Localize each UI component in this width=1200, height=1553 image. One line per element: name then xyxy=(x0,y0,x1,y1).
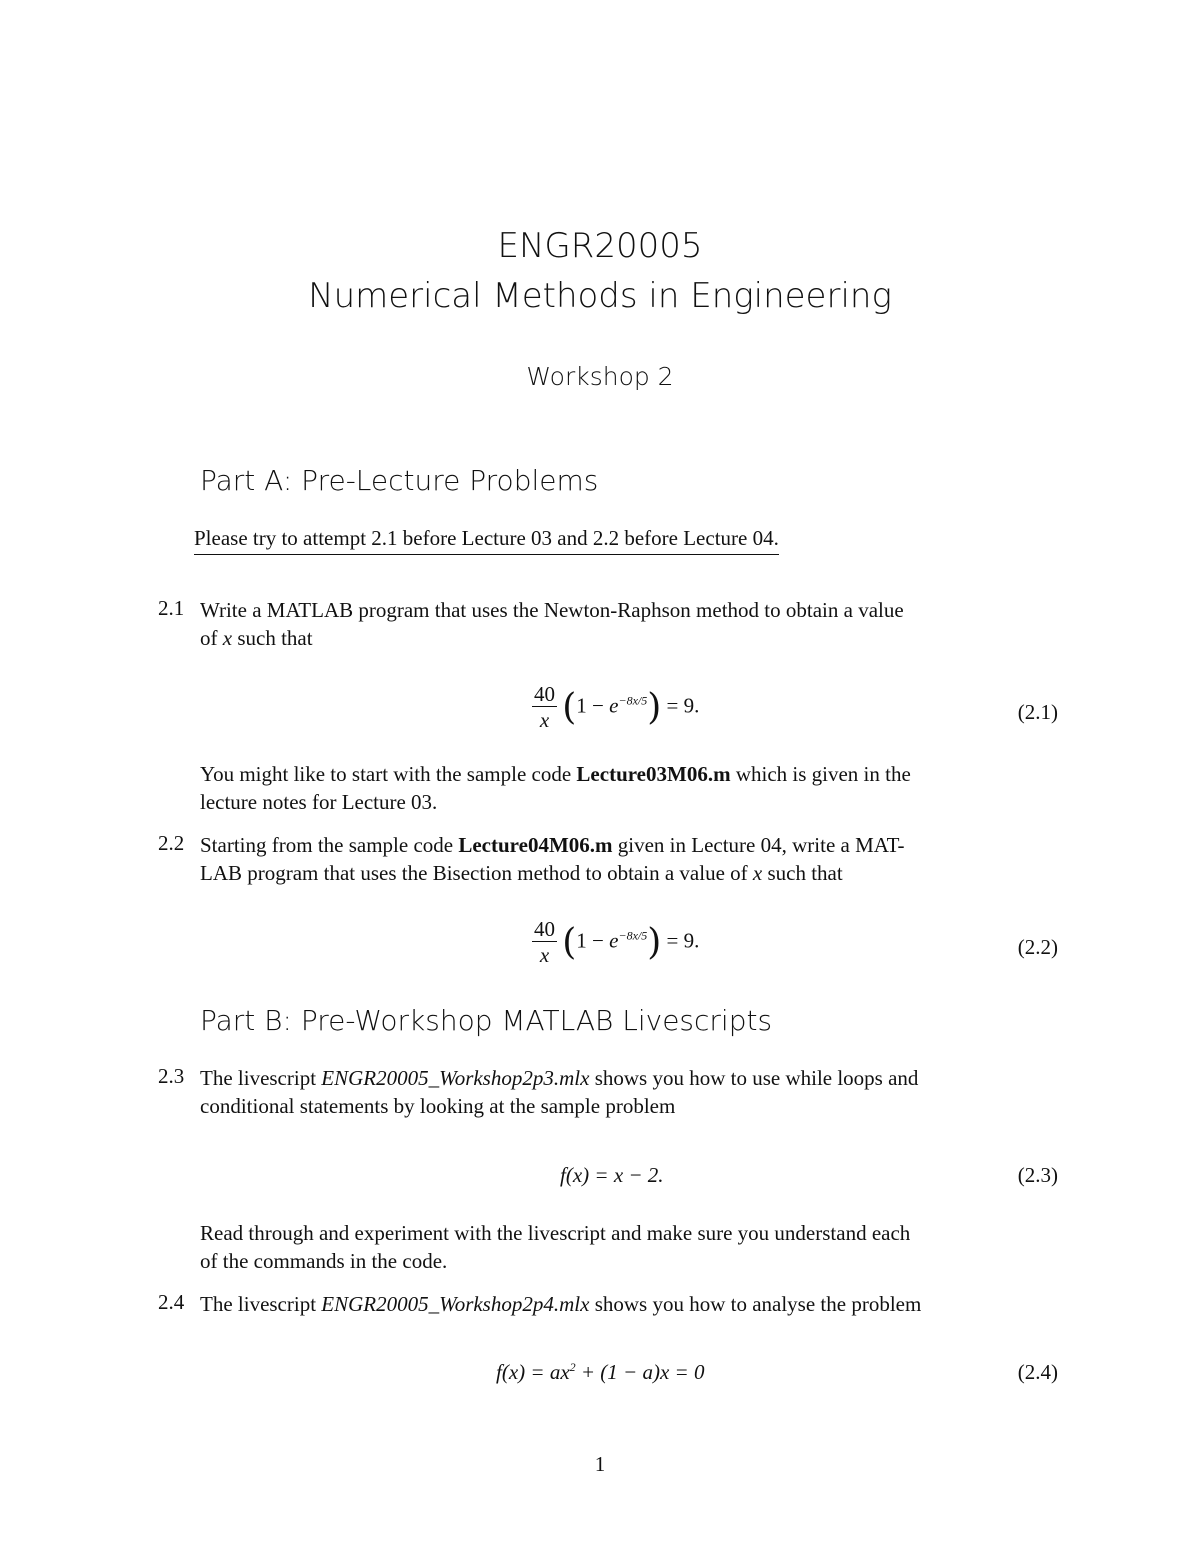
q23-number: 2.3 xyxy=(158,1064,185,1088)
q24-number: 2.4 xyxy=(158,1290,185,1314)
page-number: 1 xyxy=(594,1452,606,1476)
equation-2-2: $\frac{40}{x}$ $(1 - e^{-8x/5}) = 9$. xyxy=(534,917,700,967)
q24-text: The livescript ENGR20005_Workshop2p4.mlx shows you how to analyse the problem xyxy=(200,1292,922,1316)
q21-line2: of x such that xyxy=(200,626,313,650)
equation-2-4: $f(x) = ax^2 + (1 - a)x = 0$ xyxy=(496,1360,705,1384)
eq-number-2-4: (2.4) xyxy=(1017,1360,1058,1384)
q21-text xyxy=(200,596,1060,652)
part-b-heading: Part B: Pre-Workshop MATLAB Livescripts xyxy=(200,1004,773,1037)
q23-text: The livescript ENGR20005_Workshop2p3.mlx shows you how to use while loops and conditional statements by looking at the sample problem xyxy=(200,1066,919,1118)
equation-2-3: f(x) = x − 2. xyxy=(560,1163,664,1187)
workshop-label: Workshop 2 xyxy=(526,362,674,391)
eq-number-2-1: (2.1) xyxy=(1017,700,1058,724)
equation-2-1: $\frac{40}{x}$ $(1 - e^{-8x/5}) = 9$. xyxy=(534,682,700,732)
q21-line1: Write a MATLAB program that uses the Newton-Raphson method to obtain a value xyxy=(200,598,904,622)
eq-number-2-2: (2.2) xyxy=(1017,935,1058,959)
q21-number: 2.1 xyxy=(158,596,185,620)
course-name: Numerical Methods in Engineering xyxy=(308,276,892,316)
q22-text: Starting from the sample code Lecture04M06.m given in Lecture 04, write a MAT- LAB program that uses the Bisection method to obtain a value of x such that xyxy=(200,833,905,885)
course-code: ENGR20005 xyxy=(497,226,703,266)
part-a-heading: Part A: Pre-Lecture Problems xyxy=(200,464,599,497)
q23-after-text: Read through and experiment with the livescript and make sure you understand each of the commands in the code. xyxy=(200,1221,911,1273)
eq-number-2-3: (2.3) xyxy=(1017,1163,1058,1187)
part-a-note: Please try to attempt 2.1 before Lecture 03 and 2.2 before Lecture 04. xyxy=(194,524,779,555)
q21-after-text: You might like to start with the sample code Lecture03M06.m which is given in the lecture notes for Lecture 03. xyxy=(200,762,911,814)
q22-number: 2.2 xyxy=(158,831,185,855)
